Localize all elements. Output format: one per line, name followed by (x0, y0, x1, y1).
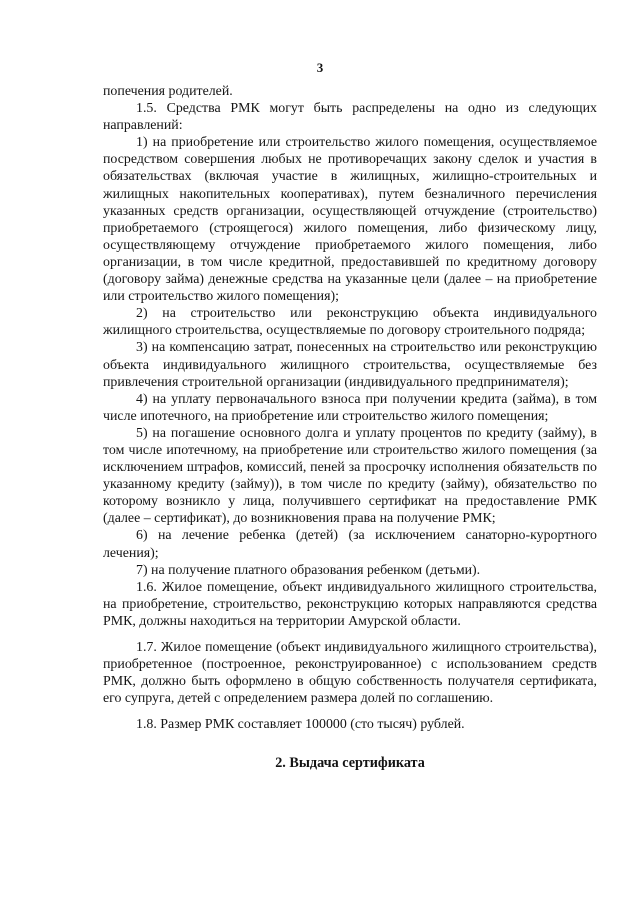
document-body (103, 83, 597, 773)
paragraph-1-8: 1.8. Размер РМК составляет 100000 (сто тысяч) рублей. (136, 717, 465, 733)
list-item-7: 7) на получение платного образования ребенком (детьми). (136, 562, 481, 578)
list-item-6: 6) на лечение ребенка (детей) (за исключением санаторно-курортного лечения); (103, 528, 597, 561)
list-item-1: 1) на приобретение или строительство жилого помещения, осуществляемое посредством совершения любых не противоречащих закону сделок и участия в обязательствах (включая участие в жилищных, жилищно-строительных и жилищных накопительных кооперативах), путем безналичного перечисления указанных средств организации, осуществляющей отчуждение (строительство) приобретаемого (строящегося) жилого помещения, либо физическому лицу, осуществляющему отчуждение приобретаемого жилого помещения, либо организации, в том числе кредитной, предоставившей по кредитному договору (договору займа) денежные средства на указанные цели (далее – на приобретение или строительство жилого помещения); (103, 135, 597, 305)
paragraph-1-5: 1.5. Средства РМК могут быть распределены на одно из следующих направлений: (103, 101, 597, 134)
list-item-3: 3) на компенсацию затрат, понесенных на строительство или реконструкцию объекта индивидуального жилищного строительства, осуществляемые без привлечения строительной организации (индивидуального предпринимателя); (103, 340, 597, 390)
section-heading: 2. Выдача сертификата (275, 755, 425, 772)
paragraph-continuation: попечения родителей. (103, 84, 233, 99)
list-item-4: 4) на уплату первоначального взноса при получении кредита (займа), в том числе ипотечного, на приобретение или строительство жилого помещения; (103, 391, 597, 424)
page-number: 3 (316, 60, 324, 75)
paragraph-1-7: 1.7. Жилое помещение (объект индивидуального жилищного строительства), приобретенное (построенное, реконструированное) с использованием средств РМК, должно быть оформлено в общую собственность получателя сертификата, его супруга, детей с определением размера долей по соглашению. (103, 640, 597, 707)
list-item-5: 5) на погашение основного долга и уплату процентов по кредиту (займу), в том числе ипотечному, на приобретение или строительство жилого помещения (за исключением штрафов, комиссий, пеней за просрочку исполнения обязательств по указанному кредиту (займу)), в том числе по кредиту (займу), обязательство по которому возникло у лица, получившего сертификат на предоставление РМК (далее – сертификат), до возникновения права на получение РМК; (103, 425, 597, 527)
list-item-2: 2) на строительство или реконструкцию объекта индивидуального жилищного строительства, осуществляемые по договору строительного подряда; (103, 306, 597, 339)
paragraph-1-6: 1.6. Жилое помещение, объект индивидуального жилищного строительства, на приобретение, строительство, реконструкцию которых направляются средства РМК, должны находиться на территории Амурской области. (103, 579, 597, 629)
